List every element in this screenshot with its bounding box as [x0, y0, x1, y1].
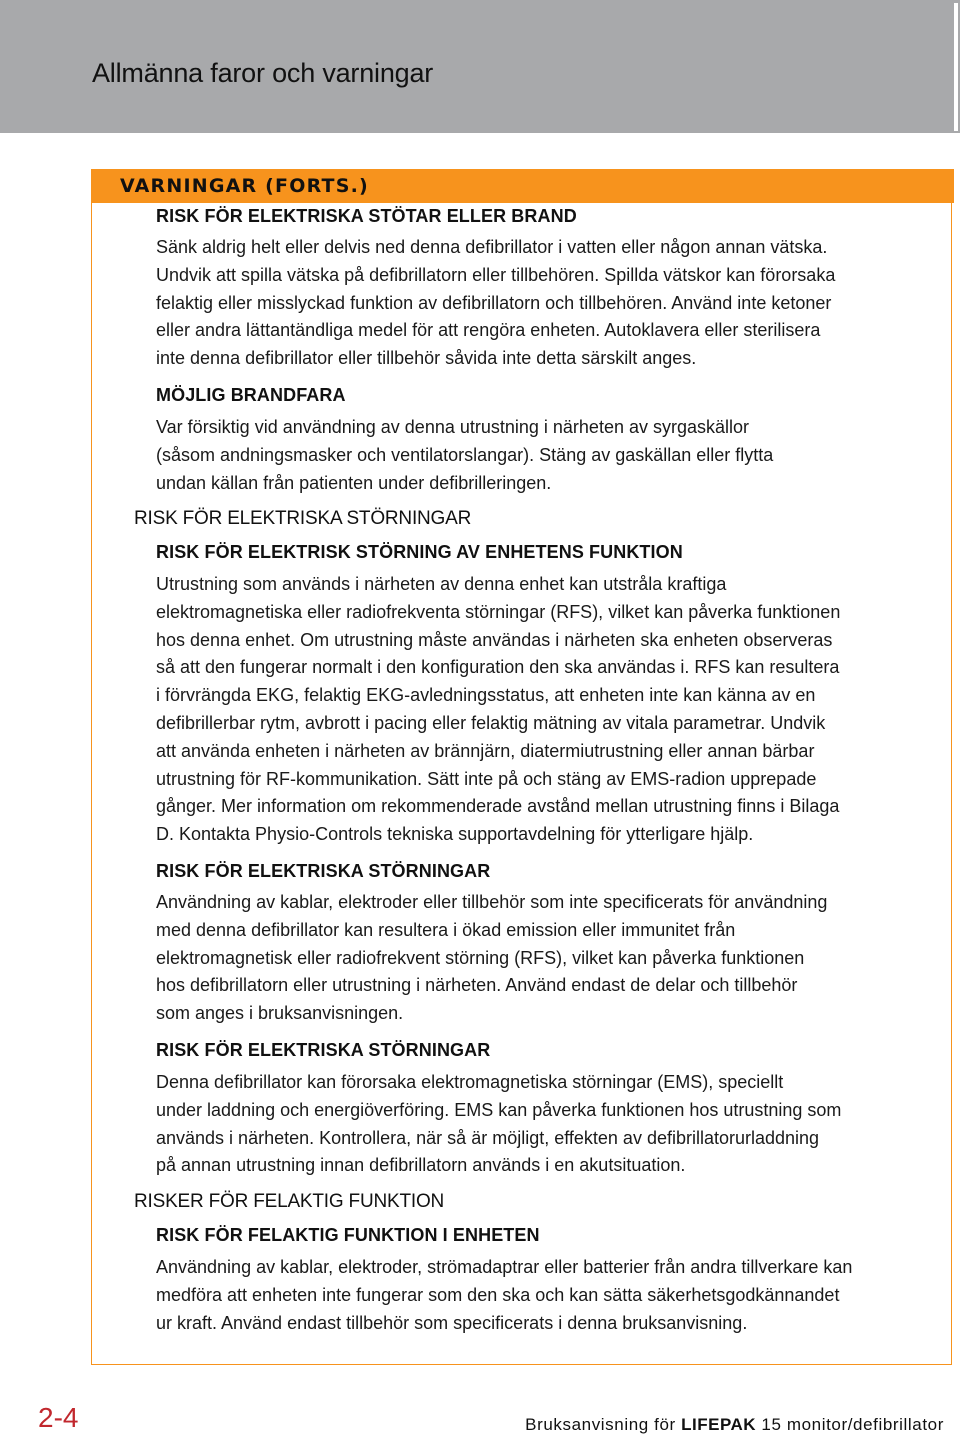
text-line: Användning av kablar, elektroder, strömadaptrar eller batterier från andra tillverkare kan	[156, 1257, 853, 1277]
text-line: inte denna defibrillator eller tillbehör såvida inte detta särskilt anges.	[156, 348, 697, 369]
text-line: Sänk aldrig helt eller delvis ned denna defibrillator i vatten eller någon annan vätska.	[156, 237, 828, 257]
text-line: defibrillerbar rytm, avbrott i pacing eller felaktig mätning av vitala parametrar. Undvik	[156, 712, 826, 733]
text-line: medföra att enheten inte fungerar som den ska och kan sätta säkerhetsgodkännandet	[156, 1284, 840, 1305]
text-line: elektromagnetisk eller radiofrekvent störning (RFS), vilket kan påverka funktionen	[156, 947, 805, 968]
section-title-device-malfunction: RISK FÖR FELAKTIG FUNKTION I ENHETEN	[156, 1225, 540, 1245]
text-line: D. Kontakta Physio-Controls tekniska supportavdelning för ytterligare hjälp.	[156, 824, 754, 845]
text-line: så att den fungerar normalt i den konfiguration den ska användas i. RFS kan resultera	[156, 657, 840, 678]
text-line: utrustning för RF-kommunikation. Sätt inte på och stäng av EMS-radion upprepade	[156, 768, 817, 789]
text-line: används i närheten. Kontrollera, när så är möjligt, effekten av defibrillatorurladdning	[156, 1127, 820, 1148]
text-line: Utrustning som används i närheten av denna enhet kan utstråla kraftiga	[156, 574, 727, 594]
paragraph-interference-accessories	[156, 889, 916, 1028]
paragraph-interference-ems	[156, 1069, 916, 1180]
paragraph-fire-hazard	[156, 414, 916, 497]
footer-manual-title	[525, 1415, 944, 1435]
text-line: på annan utrustning innan defibrillatorn används i en akutsituation.	[156, 1155, 686, 1176]
text-line: Denna defibrillator kan förorsaka elektromagnetiska störningar (EMS), speciellt	[156, 1072, 784, 1092]
category-electrical-interference: RISK FÖR ELEKTRISKA STÖRNINGAR	[134, 508, 472, 529]
warning-bar	[91, 169, 954, 203]
footer-brand: LIFEPAK	[681, 1415, 757, 1434]
text-line: i förvrängda EKG, felaktig EKG-avledningsstatus, att enheten inte kan känna av en	[156, 685, 816, 706]
text-line: felaktig eller misslyckad funktion av defibrillatorn och tillbehören. Använd inte ketoner	[156, 292, 832, 313]
section-title-fire-hazard: MÖJLIG BRANDFARA	[156, 385, 346, 405]
text-line: under laddning och energiöverföring. EMS kan påverka funktionen hos utrustning som	[156, 1099, 842, 1120]
text-line: eller andra lättantändliga medel för att rengöra enheten. Autoklavera eller sterilisera	[156, 320, 821, 341]
text-line: Var försiktig vid användning av denna utrustning i närheten av syrgaskällor	[156, 417, 750, 437]
text-line: Användning av kablar, elektroder eller tillbehör som inte specificerats för användning	[156, 892, 828, 912]
paragraph-electric-shock	[156, 234, 916, 373]
section-title-interference-accessories: RISK FÖR ELEKTRISKA STÖRNINGAR	[156, 861, 491, 881]
paragraph-device-malfunction	[156, 1254, 916, 1337]
text-line: med denna defibrillator kan resultera i ökad emission eller immunitet från	[156, 919, 736, 940]
footer-prefix: Bruksanvisning för	[525, 1415, 682, 1434]
page-title: Allmänna faror och varningar	[92, 58, 434, 88]
page-number: 2-4	[38, 1402, 79, 1433]
text-line: att använda enheten i närheten av brännjärn, diatermiutrustning eller annan bärbar	[156, 740, 815, 761]
text-line: gånger. Mer information om rekommenderade avstånd mellan utrustning finns i Bilaga	[156, 796, 840, 817]
text-line: hos denna enhet. Om utrustning måste användas i närheten ska enheten observeras	[156, 629, 833, 650]
text-line: elektromagnetiska eller radiofrekventa störningar (RFS), vilket kan påverka funktionen	[156, 601, 841, 622]
text-line: som anges i bruksanvisningen.	[156, 1003, 404, 1024]
section-title-electric-shock: RISK FÖR ELEKTRISKA STÖTAR ELLER BRAND	[156, 206, 577, 226]
section-title-interference-ems: RISK FÖR ELEKTRISKA STÖRNINGAR	[156, 1040, 491, 1060]
text-line: hos defibrillatorn eller utrustning i närheten. Använd endast de delar och tillbehör	[156, 975, 798, 996]
text-line: Undvik att spilla vätska på defibrillatorn eller tillbehören. Spillda vätskor kan förorsaka	[156, 264, 836, 285]
section-title-device-interference: RISK FÖR ELEKTRISK STÖRNING AV ENHETENS FUNKTION	[156, 542, 683, 562]
text-line: (såsom andningsmasker och ventilatorslangar). Stäng av gaskällan eller flytta	[156, 444, 774, 465]
warning-bar-label: VARNINGAR (FORTS.)	[120, 175, 369, 197]
text-line: undan källan från patienten under defibrilleringen.	[156, 472, 552, 493]
footer-suffix: 15 monitor/defibrillator	[756, 1415, 944, 1434]
category-malfunction: RISKER FÖR FELAKTIG FUNKTION	[134, 1191, 445, 1212]
paragraph-device-interference	[156, 571, 916, 849]
text-line: ur kraft. Använd endast tillbehör som specificerats i denna bruksanvisning.	[156, 1312, 748, 1333]
